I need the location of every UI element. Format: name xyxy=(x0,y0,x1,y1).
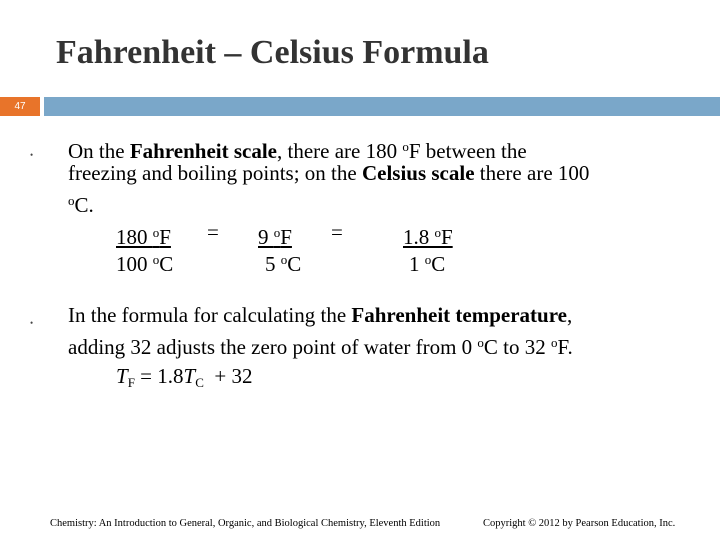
bullet2-line1: In the formula for calculating the Fahrenheit temperature, xyxy=(68,303,573,327)
ratio2-denominator: 5 $^o$C xyxy=(265,252,302,276)
ratio3-denominator: 1 $^o$C xyxy=(409,252,446,276)
bullet2-line2: adding 32 adjusts the zero point of water from 0 $^o$C to 32 $^o$F. xyxy=(68,335,573,359)
ratio3-numerator: 1.8 $^o$F xyxy=(403,225,453,249)
equals-sign-2: = xyxy=(331,220,343,244)
ratio1-denominator: 100 $^o$C xyxy=(116,252,174,276)
footer-source: Chemistry: An Introduction to General, Organic, and Biological Chemistry, Eleventh Edition xyxy=(50,518,441,529)
title-divider-bar xyxy=(44,97,720,116)
bullet-marker-1: • xyxy=(30,150,34,160)
slide-title: Fahrenheit – Celsius Formula xyxy=(56,34,489,71)
bullet-marker-2: • xyxy=(30,318,34,328)
ratio1-numerator: 180 $^o$F xyxy=(116,225,171,249)
bullet1-line2: freezing and boiling points; on the Celsius scale there are 100 xyxy=(68,161,590,185)
equals-sign-1: = xyxy=(207,220,219,244)
bullet1-line1: On the Fahrenheit scale, there are 180 $^o$F between the xyxy=(68,139,527,163)
slide-number: 47 xyxy=(0,97,40,116)
bullet1-line3: $^o$C. xyxy=(68,193,94,217)
footer-copyright: Copyright © 2012 by Pearson Education, Inc. xyxy=(483,518,676,529)
ratio2-numerator: 9 $^o$F xyxy=(258,225,292,249)
conversion-formula: $T_F = 1.8T_C + 32$ xyxy=(116,364,253,390)
